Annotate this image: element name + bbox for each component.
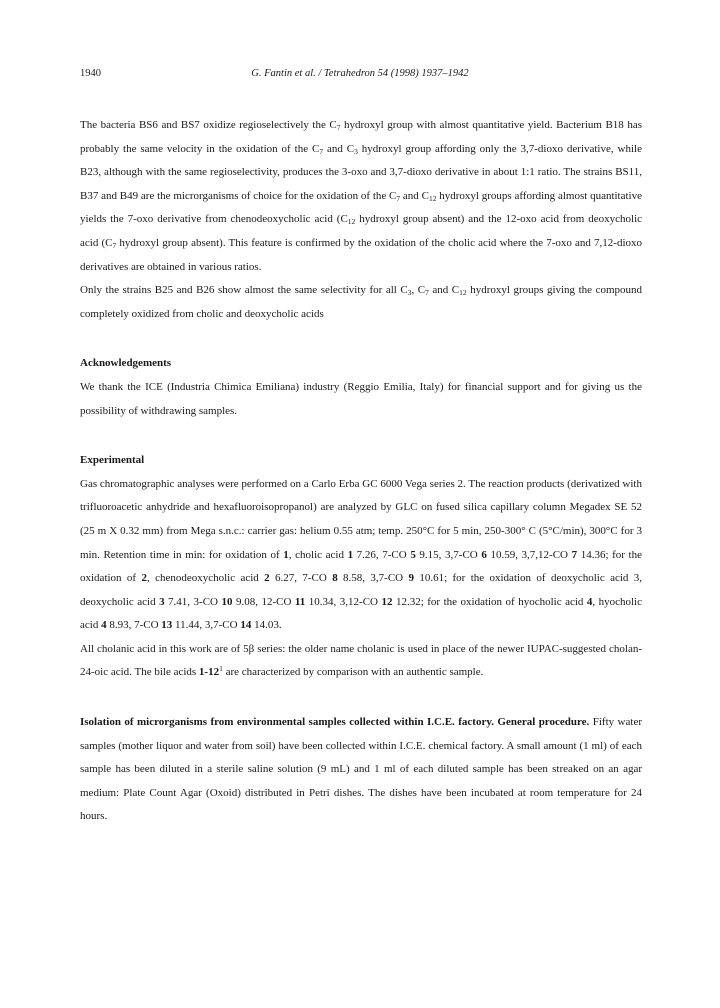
results-paragraph-2: Only the strains B25 and B26 show almost the same selectivity for all $C_3$, $C_7$ and $C_{12}$ hydroxyl groups giving the compound completely oxidized from cholic and deoxycholic acids [80, 284, 643, 320]
acknowledgements-heading: Acknowledgements [80, 357, 172, 370]
experimental-paragraph-2: All cholanic acid in this work are of 5β series: the older name cholanic is used in place of the newer IUPAC-suggested cholan-24-oic acid. The bile acids $1-12^1$ are characterized by comparison with an authentic sample. [80, 642, 642, 679]
experimental-heading: Experimental [80, 454, 145, 467]
page-header [80, 68, 640, 84]
running-title: G. Fantin et al. / Tetrahedron 54 (1998) 1937–1942 [251, 68, 469, 79]
isolation-paragraph: Isolation of microrganisms from environmental samples collected within I.C.E. factory. General procedure. Fifty water samples (mother liquor and water from soil) have been collected within I.C.E. chemical factory. A small amount (1 ml) of each sample has been diluted in a sterile saline solution (9 mL) and 1 ml of each diluted sample has been streaked on an agar medium: Plate Count Agar (Oxoid) distributed in Petri dishes. The dishes have been incubated at room temperature for 24 hours. [80, 716, 642, 823]
acknowledgements-text: We thank the ICE (Industria Chimica Emiliana) industry (Reggio Emilia, Italy) for financial support and for giving us the possibility of withdrawing samples. [80, 380, 642, 417]
article-body [80, 114, 642, 829]
results-paragraph-1: The bacteria BS6 and BS7 oxidize regioselectively the $C_7$ hydroxyl group with almost quantitative yield. Bacterium B18 has probably the same velocity in the oxidation of the $C_7$ and $C_3$ hydroxyl group affording only the 3,7-dioxo derivative, while B23, although with the same regioselectivity, produces the 3-oxo and 3,7-dioxo derivative in about 1:1 ratio. The strains BS11, B37 and B49 are the microrganisms of choice for the oxidation of the $C_7$ and $C_{12}$ hydroxyl groups affording almost quantitative yields the 7-oxo derivative from chenodeoxycholic acid ($C_{12}$ hydroxyl group absent) and the 12-oxo acid from deoxycholic acid ($C_7$ hydroxyl group absent). This feature is confirmed by the oxidation of the cholic acid where the 7-oxo and 7,12-dioxo derivatives are obtained in various ratios. [80, 119, 643, 273]
isolation-heading: Isolation of microrganisms from environmental samples collected within I.C.E. factory. General procedure. [80, 716, 590, 729]
experimental-paragraph-1: Gas chromatographic analyses were performed on a Carlo Erba GC 6000 Vega series 2. The reaction products (derivatized with trifluoroacetic anhydride and hexafluoroisopropanol) are analyzed by GLC on fused silica capillary column Megadex SE 52 (25 m X 0.32 mm) from Mega s.n.c.: carrier gas: helium 0.55 atm; temp. 250°C for 5 min, 250-300° C (5°C/min), 300°C for 3 min. Retention time in min: for oxidation of 1, cholic acid 1 7.26, 7-CO 5 9.15, 3,7-CO 6 10.59, 3,7,12-CO 7 14.36; for the oxidation of 2, chenodeoxycholic acid 2 6.27, 7-CO 8 8.58, 3,7-CO 9 10.61; for the oxidation of deoxycholic acid 3, deoxycholic acid 3 7.41, 3-CO 10 9.08, 12-CO 11 10.34, 3,12-CO 12 12.32; for the oxidation of hyocholic acid 4, hyocholic acid 4 8.93, 7-CO 13 11.44, 3,7-CO 14 14.03. [80, 477, 643, 632]
page-number: 1940 [80, 68, 101, 79]
